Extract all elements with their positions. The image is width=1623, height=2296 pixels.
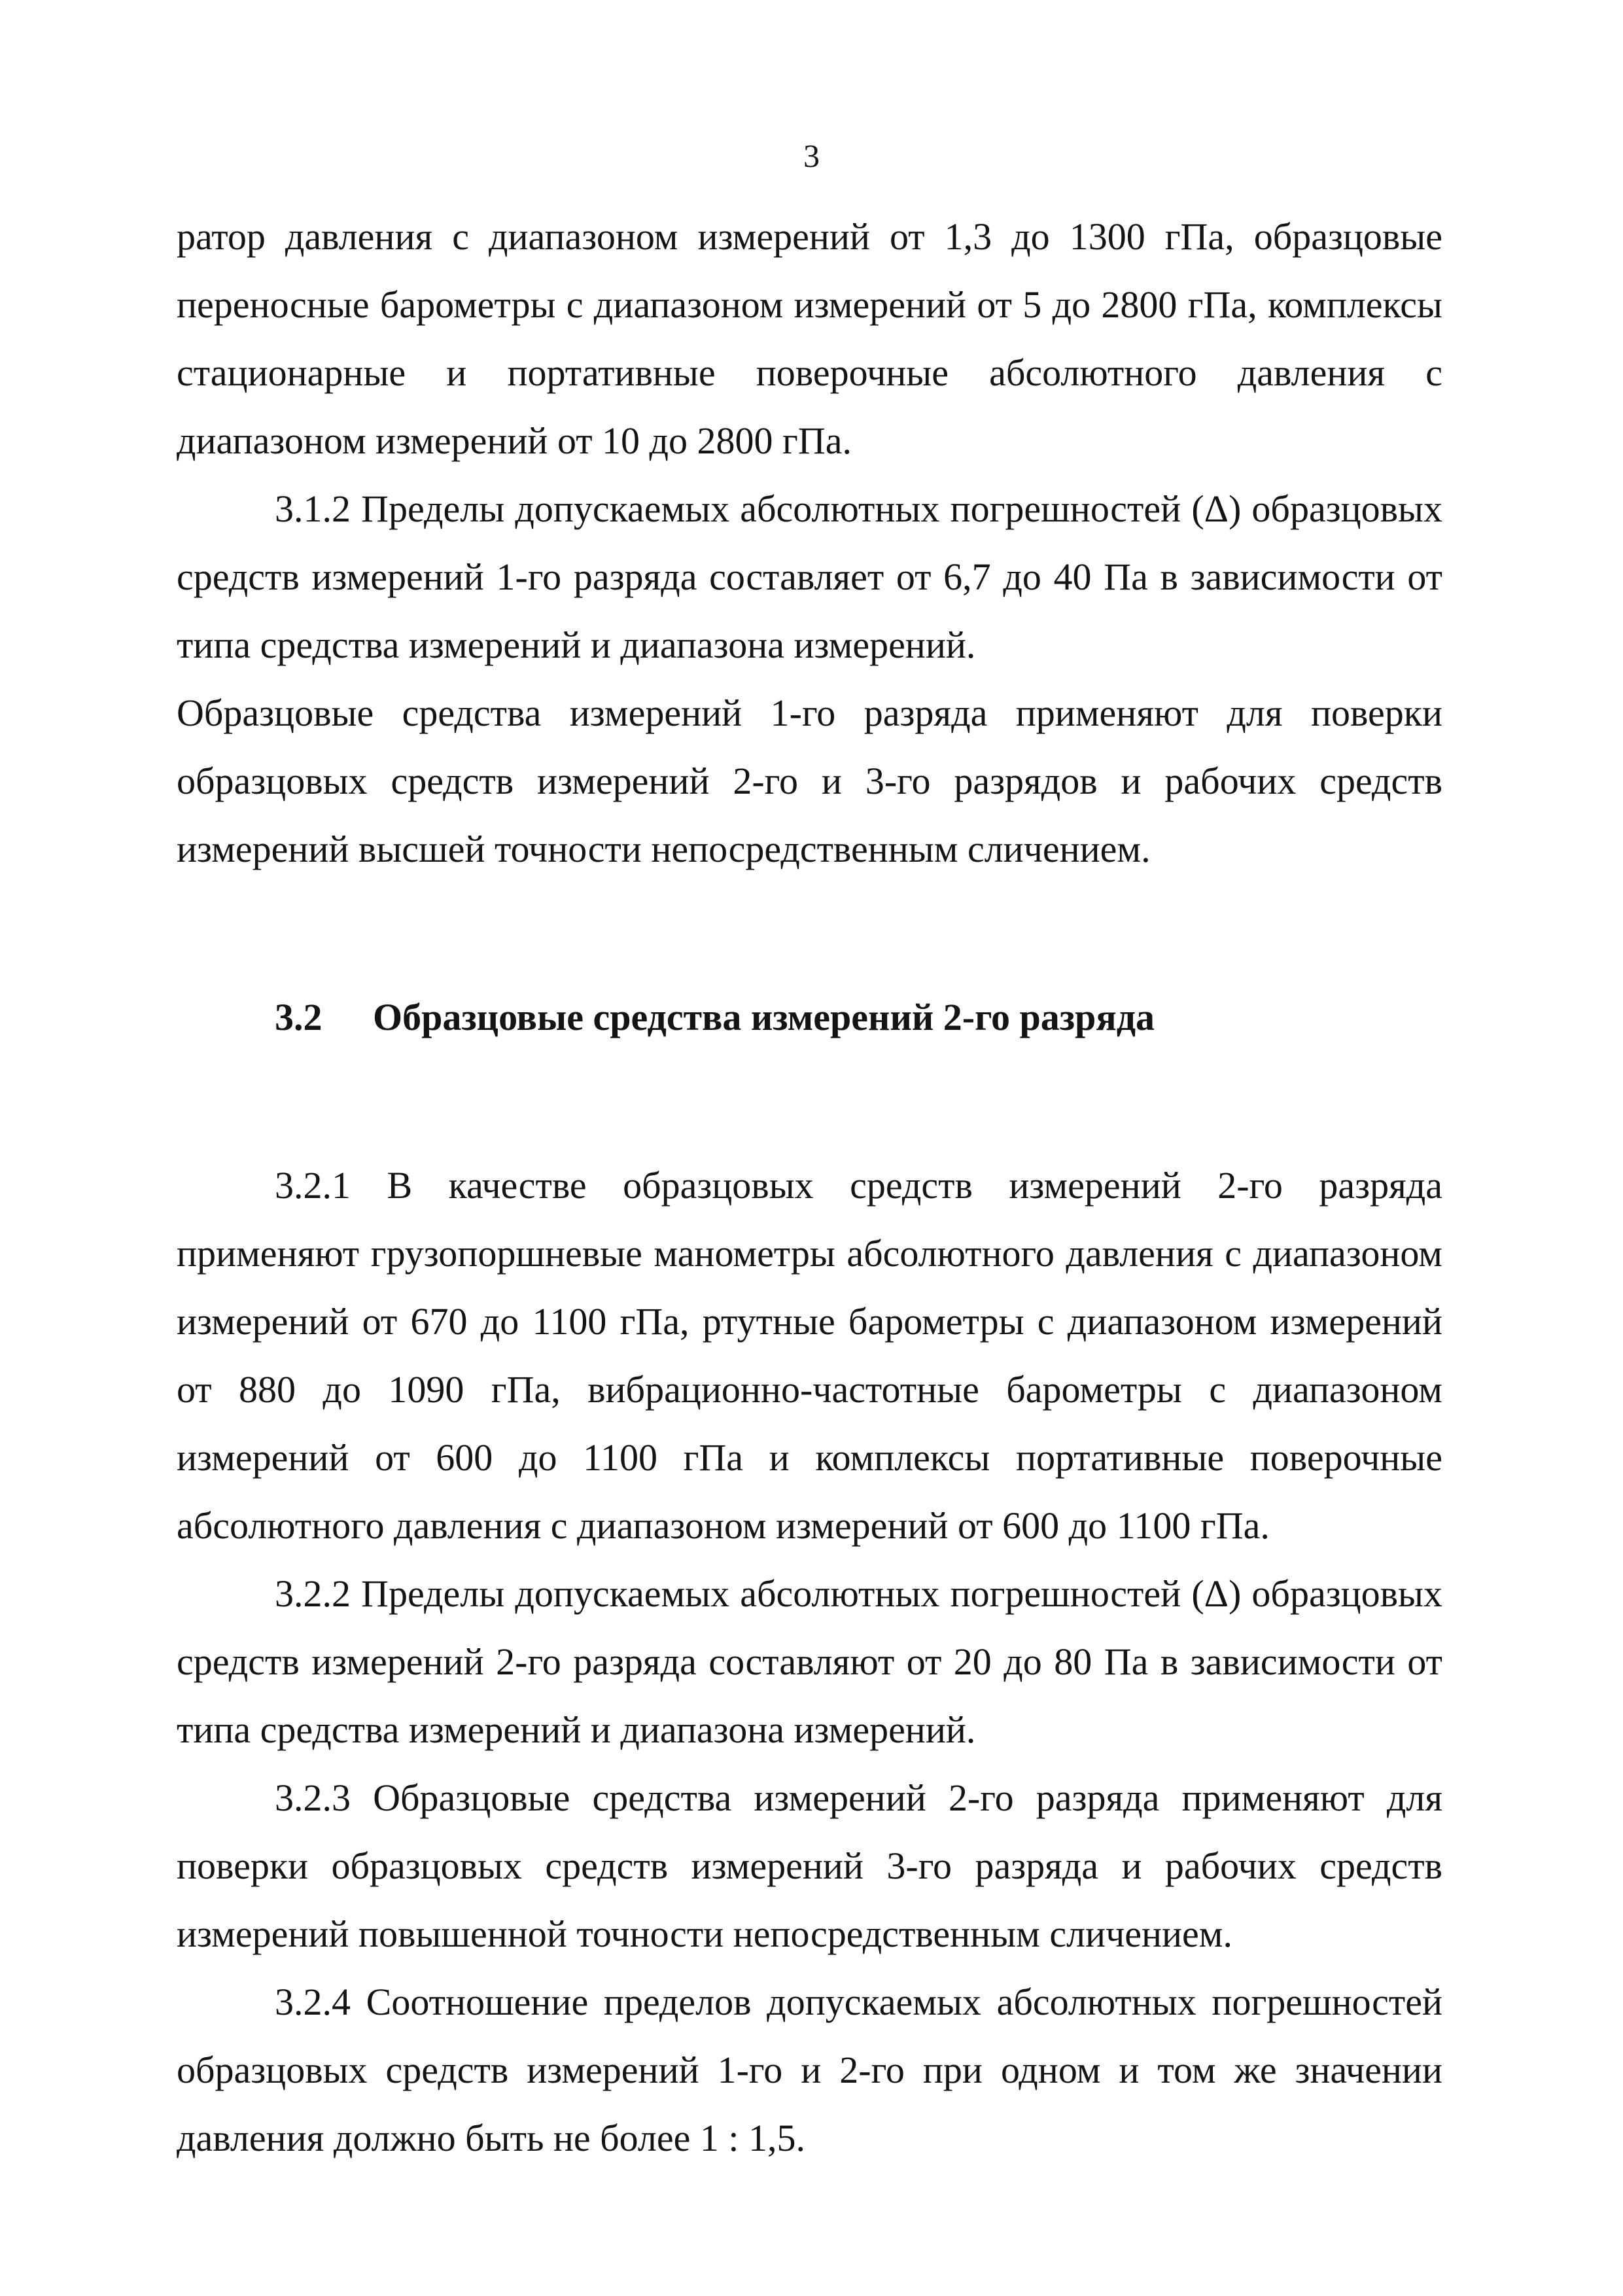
paragraph-3-2-2: 3.2.2 Пределы допускаемых абсолютных погрешностей (Δ) образцовых средств измерений 2-го разряда составляют от 20 до 80 Па в зависимости от типа средства измерений и диапазона измерений. [177,1572,1442,1751]
paragraph-3-2-1: 3.2.1 В качестве образцовых средств измерений 2-го разряда применяют грузопоршневые манометры абсолютного давления с диапазоном измерений от 670 до 1100 гПа, ртутные барометры с диапазоном измерений от 880 до 1090 гПа, вибрационно-частотные барометры с диапазоном измерений от 600 до 1100 гПа и комплексы портативные поверочные абсолютного давления с диапазоном измерений от 600 до 1100 гПа. [177,1164,1442,1547]
paragraph-3-2-3: 3.2.3 Образцовые средства измерений 2-го разряда применяют для поверки образцовых средств измерений 3-го разряда и рабочих средств измерений повышенной точности непосредственным сличением. [177,1776,1442,1955]
section-title: Образцовые средства измерений 2-го разряда [373,996,1155,1038]
paragraph-3-1-2: 3.1.2 Пределы допускаемых абсолютных погрешностей (Δ) образцовых средств измерений 1-го разряда составляет от 6,7 до 40 Па в зависимости от типа средства измерений и диапазона измерений. [177,487,1442,666]
page-number: 3 [803,137,820,174]
paragraph-3-2-4: 3.2.4 Соотношение пределов допускаемых абсолютных погрешностей образцовых средств измерений 1-го и 2-го при одном и том же значении давления должно быть не более 1 : 1,5. [177,1981,1442,2159]
section-heading [275,995,1155,1040]
section-3-1-text [177,203,1442,883]
section-3-2-text [177,1152,1442,2172]
paragraph-continuation: ратор давления с диапазоном измерений от 1,3 до 1300 гПа, образцовые переносные барометры с диапазоном измерений от 5 до 2800 гПа, комплексы стационарные и портативные поверочные абсолютного давления с диапазоном измерений от 10 до 2800 гПа. [177,215,1442,462]
paragraph-application: Образцовые средства измерений 1-го разряда применяют для поверки образцовых средств измерений 2-го и 3-го разрядов и рабочих средств измерений высшей точности непосредственным сличением. [177,692,1442,870]
section-number: 3.2 [275,996,323,1038]
